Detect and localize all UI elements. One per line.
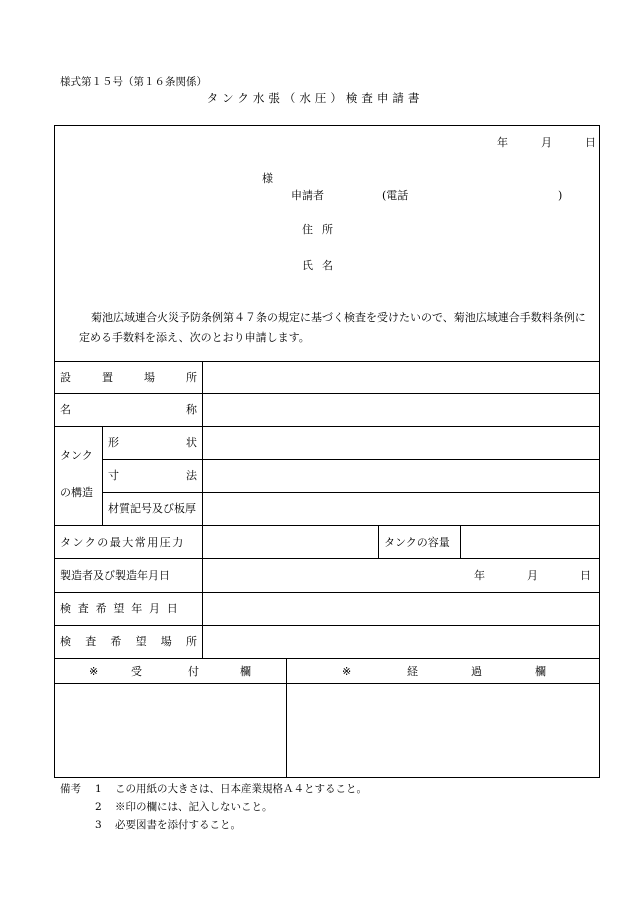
row-divider: [55, 558, 600, 559]
column-divider: [202, 361, 203, 658]
row-divider: [55, 426, 600, 427]
row-label-maker: 製造者及び製造年月日: [60, 569, 170, 582]
receipt-mark: ※: [89, 665, 99, 678]
addressee-suffix: 様: [262, 172, 273, 185]
progress-mark: ※: [342, 665, 352, 678]
application-statement: 菊池広域連合火災予防条例第４７条の規定に基づく検査を受けたいので、菊池広域連合手数料条例に定める手数料を添え、次のとおり申請します。: [79, 311, 586, 344]
phone-close: ): [558, 189, 563, 202]
row-divider: [55, 683, 600, 684]
row-label-inspection-place: 検 査 希 望 場 所: [60, 635, 197, 648]
note-text: 必要図書を添付すること。: [115, 819, 241, 831]
row-divider: [55, 393, 600, 394]
date-day-label: 日: [585, 136, 596, 149]
column-divider: [378, 525, 379, 558]
structure-group-label-1: タンク: [60, 449, 93, 462]
note-number: 3: [95, 819, 102, 831]
notes-label: 備考: [60, 783, 81, 795]
receipt-char: 付: [188, 665, 199, 678]
row-divider: [55, 361, 600, 362]
applicant-label: 申請者: [291, 189, 324, 202]
row-label-capacity: タンクの容量: [384, 536, 450, 549]
document-title: タンク水張（水圧）検査申請書: [206, 91, 424, 105]
form-number: 様式第１５号（第１６条関係）: [60, 76, 207, 88]
row-label-inspection-date: 検査希望年月日: [60, 602, 185, 615]
structure-group-label-2: の構造: [60, 486, 93, 499]
row-divider: [55, 658, 600, 659]
row-label-name: 名 称: [60, 403, 197, 416]
row-divider: [102, 459, 600, 460]
name-label: 氏名: [302, 259, 342, 272]
receipt-char: 受: [131, 665, 142, 678]
row-divider: [102, 492, 600, 493]
phone-label: (電話: [382, 189, 409, 202]
maker-day-label: 日: [580, 569, 591, 582]
maker-month-label: 月: [527, 569, 538, 582]
progress-char: 経: [407, 665, 418, 678]
date-year-label: 年: [497, 136, 508, 149]
column-divider: [460, 525, 461, 558]
row-label-max-pressure: タンクの最大常用圧力: [60, 536, 185, 549]
column-divider: [102, 426, 103, 525]
row-label-material: 材質記号及び板厚: [108, 502, 196, 515]
progress-char: 過: [471, 665, 482, 678]
row-label-shape: 形 状: [108, 436, 197, 449]
date-month-label: 月: [541, 136, 552, 149]
row-label-location: 設 置 場 所: [60, 371, 197, 384]
progress-char: 欄: [535, 665, 546, 678]
row-divider: [55, 625, 600, 626]
note-number: 2: [95, 801, 102, 813]
note-text: ※印の欄には、記入しないこと。: [115, 801, 273, 813]
note-text: この用紙の大きさは、日本産業規格Ａ４とすること。: [115, 783, 367, 795]
row-divider: [55, 525, 600, 526]
row-label-dimensions: 寸 法: [108, 469, 197, 482]
row-divider: [55, 592, 600, 593]
address-label: 住所: [302, 223, 342, 236]
column-divider: [286, 658, 287, 778]
note-number: 1: [95, 783, 102, 795]
maker-year-label: 年: [474, 569, 485, 582]
receipt-char: 欄: [240, 665, 251, 678]
